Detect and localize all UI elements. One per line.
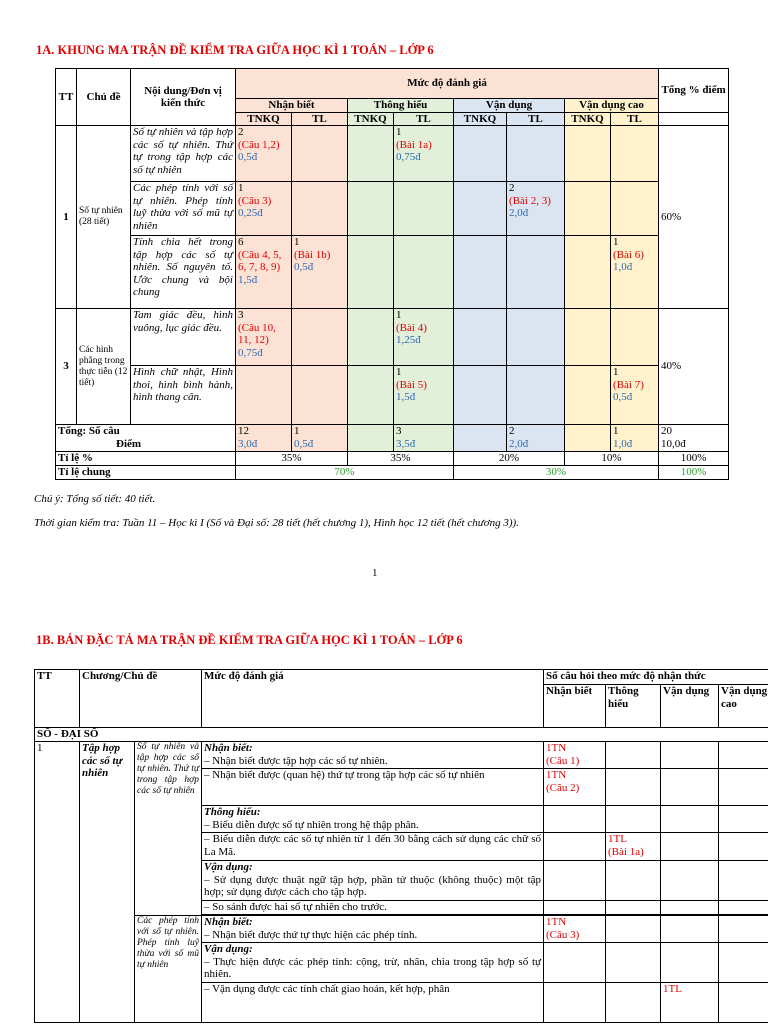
b-header-muc-do: Mức độ đánh giá [202,670,544,728]
ti-le-chung-total: 100% [659,466,729,480]
total-vd-tl: 2 2,0đ [507,425,565,452]
b-header-th: Thông hiểu [606,685,661,728]
topic1-content-1: Số tự nhiên và tập hợp các số tự nhiên. Thứ tự trong tập hợp các số tự nhiên [131,126,236,182]
header-nhan-biet: Nhận biết [236,99,348,113]
b-unit-2: Các phép tính với số tự nhiên. Phép tính luỹ thừa với số mũ tự nhiên [135,916,202,1023]
total-nb-tl: 1 0,5đ [292,425,348,452]
cell-nb-tnkq: 1 (Câu 3) 0,25đ [236,182,292,236]
cell-nb-tnkq: 6 (Câu 4, 5, 6, 7, 8, 9) 1,5đ [236,236,292,309]
b-unit-1: Số tự nhiên và tập hợp các số tự nhiên. Thứ tự trong tập hợp các số tự nhiên [135,742,202,916]
header-tt: TT [56,69,77,126]
header-tnkq: TNKQ [565,112,611,126]
b-r7-nb: 1TN (Câu 3) [544,916,606,943]
topic3-pct: 40% [659,309,729,425]
header-thong-hieu: Thông hiểu [348,99,454,113]
b-header-chuong: Chương/Chủ đề [80,670,202,728]
total-th-tl: 3 3,5đ [394,425,454,452]
ti-le-vdc: 10% [565,452,659,466]
b-header-tt: TT [35,670,80,728]
cell-th-tl: 1 (Bài 5) 1,5đ [394,366,454,425]
b-header-nb: Nhận biết [544,685,606,728]
header-muc-do: Mức độ đánh giá [236,69,659,99]
page-number: 1 [372,567,378,579]
header-tnkq: TNKQ [236,112,292,126]
cell-th-tl: 1 (Bài 1a) 0,75đ [394,126,454,182]
b-r5: Vận dụng: – Sử dụng được thuật ngữ tập hợp, phần tử thuộc (không thuộc) một tập hợp; sử dụng được cách cho tập hợp. [202,861,544,901]
header-noi-dung: Nội dung/Đơn vị kiến thức [131,69,236,126]
b-tt: 1 [35,742,80,1023]
spec-table [34,669,768,1023]
b-r3: Thông hiểu: – Biểu diễn được số tự nhiên trong hệ thập phân. [202,806,544,833]
b-r4: – Biểu diễn được các số tự nhiên từ 1 đến 30 bằng cách sử dụng các chữ số La Mã. [202,833,544,861]
ti-le-nb: 35% [236,452,348,466]
header-tnkq: TNKQ [348,112,394,126]
b-r7: Nhận biết: – Nhận biết được thứ tự thực hiện các phép tính. [202,916,544,943]
header-van-dung-cao: Vận dụng cao [565,99,659,113]
b-r4-th: 1TL (Bài 1a) [606,833,661,861]
cell-vdc-tl: 1 (Bài 7) 0,5đ [611,366,659,425]
b-r8: Vận dụng: – Thực hiện được các phép tính: cộng, trừ, nhân, chia trong tập hợp số tự nhiên. [202,943,544,983]
section-so-dai-so: SỐ - ĐẠI SỐ [35,728,768,742]
header-chu-de: Chủ đề [77,69,131,126]
header-tl: TL [611,112,659,126]
topic3-content-1: Tam giác đều, hình vuông, lục giác đều. [131,309,236,366]
topic1-content-3: Tính chia hết trong tập hợp các số tự nhiên. Số nguyên tố. Ước chung và bội chung [131,236,236,309]
b-r1: Nhận biết: – Nhận biết được tập hợp các số tự nhiên. [202,742,544,769]
topic3-content-2: Hình chữ nhật, Hình thoi, hình bình hành, hình thang cân. [131,366,236,425]
header-tl: TL [394,112,454,126]
topic1-pct: 60% [659,126,729,309]
b-header-so-cau: Số câu hỏi theo mức độ nhận thức [544,670,768,685]
cell-nb-tl: 1 (Bài 1b) 0,5đ [292,236,348,309]
header-tnkq: TNKQ [454,112,507,126]
total-all: 20 10,0đ [659,425,729,452]
b-r9-vd: 1TL [661,983,719,1023]
topic3-name: Các hình phẳng trong thực tiễn (12 tiết) [77,309,131,425]
cell-vd-tl: 2 (Bài 2, 3) 2,0đ [507,182,565,236]
ti-le-th: 35% [348,452,454,466]
ti-le-chung-b: 30% [454,466,659,480]
header-tl: TL [292,112,348,126]
b-header-vd: Vận dụng [661,685,719,728]
matrix-table [55,68,729,480]
b-header-vdc: Vận dụng cao [719,685,768,728]
cell-th-tl: 1 (Bài 4) 1,25đ [394,309,454,366]
total-vdc-tl: 1 1,0đ [611,425,659,452]
header-tl: TL [507,112,565,126]
ti-le-label: Tỉ lệ % [56,452,236,466]
total-nb-tnkq: 12 3,0đ [236,425,292,452]
b-r6: – So sánh được hai số tự nhiên cho trước. [202,901,544,915]
topic3-tt: 3 [56,309,77,425]
topic1-name: Số tự nhiên (28 tiết) [77,126,131,309]
header-van-dung: Vận dụng [454,99,565,113]
total-label: Tổng: Số câu Điểm [56,425,236,452]
b-r9: – Vận dụng được các tính chất giao hoán, kết hợp, phân [202,983,544,1023]
topic1-tt: 1 [56,126,77,309]
ti-le-total: 100% [659,452,729,466]
note-tong-so-tiet: Chú ý: Tổng số tiết: 40 tiết. [34,493,156,505]
topic1-content-2: Các phép tính với số tự nhiên. Phép tính luỹ thừa với số mũ tự nhiên [131,182,236,236]
part-a-title: 1A. KHUNG MA TRẬN ĐỀ KIỂM TRA GIỮA HỌC KÌ 1 TOÁN – LỚP 6 [36,43,434,57]
ti-le-vd: 20% [454,452,565,466]
note-thoi-gian: Thời gian kiểm tra: Tuần 11 – Học kì I (Số và Đại số: 28 tiết (hết chương 1), Hình học 12 tiết (hết chương 3)). [34,517,519,529]
b-chapter: Tập hợp các số tự nhiên [80,742,135,1023]
b-r2: – Nhận biết được (quan hệ) thứ tự trong tập hợp các số tự nhiên [202,769,544,806]
b-r1-nb: 1TN (Câu 1) [544,742,606,769]
cell-vdc-tl: 1 (Bài 6) 1,0đ [611,236,659,309]
ti-le-chung-label: Tỉ lệ chung [56,466,236,480]
cell-nb-tnkq: 2 (Câu 1,2) 0,5đ [236,126,292,182]
cell-nb-tnkq: 3 (Câu 10, 11, 12) 0,75đ [236,309,292,366]
header-tong: Tổng % điểm [659,69,729,113]
b-r2-nb: 1TN (Câu 2) [544,769,606,806]
ti-le-chung-a: 70% [236,466,454,480]
part-b-title: 1B. BẢN ĐẶC TẢ MA TRẬN ĐỀ KIỂM TRA GIỮA HỌC KÌ 1 TOÁN – LỚP 6 [36,633,463,647]
